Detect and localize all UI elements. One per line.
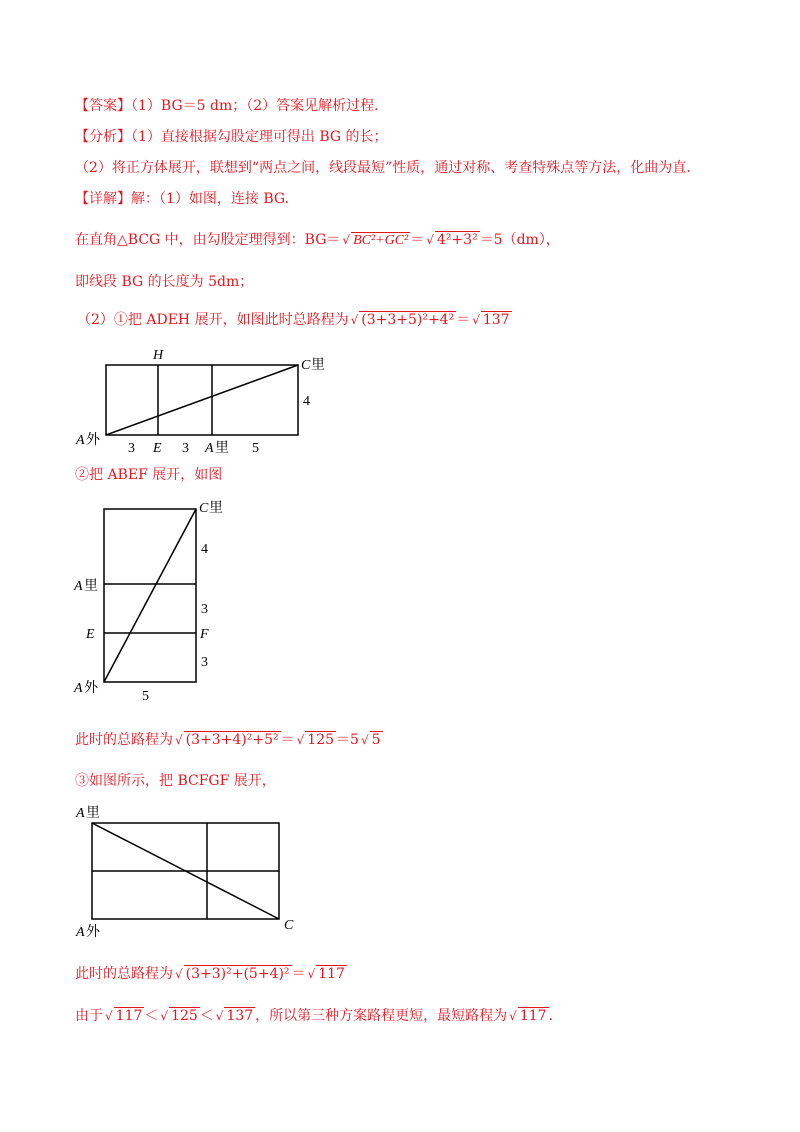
final-root-4: 117 (519, 1008, 547, 1024)
figure-2-net-abef (60, 495, 260, 714)
case3-result-line (75, 964, 347, 984)
figure-3-svg (60, 800, 320, 945)
figure-1-dim-3a: 3 (128, 441, 135, 456)
detail-text: 解：（1）如图，连接 BG. (131, 191, 290, 207)
final-root-1: 117 (115, 1008, 143, 1024)
case2-result-line (75, 730, 383, 750)
figure-2-label-a: A (74, 579, 83, 594)
figure-1-dim-4: 4 (303, 394, 310, 409)
final-root-3: 137 (226, 1008, 254, 1024)
radical-sign: √ (296, 733, 305, 747)
figure-2-path-line (104, 509, 196, 682)
figure-2-label-c: C (199, 501, 209, 516)
figure-2-label-e: E (86, 627, 95, 642)
radical-sign: √ (160, 1009, 169, 1023)
figure-1-label-h: H (153, 348, 164, 363)
figure-1-dim-3b: 3 (182, 441, 189, 456)
figure-3-label-a: A (76, 806, 85, 821)
figure-2-dim-3a: 3 (201, 602, 208, 617)
answer-text: （1）BG＝5 dm；（2）答案见解析过程. (131, 98, 379, 114)
case2-result-eq-1: ＝ (280, 732, 295, 748)
radical-sign: √ (509, 1009, 517, 1023)
figure-1-label-e: E (153, 441, 162, 456)
radical-sign: √ (215, 1009, 224, 1023)
radical-sign: √ (307, 967, 316, 981)
figure-2-label-f: F (200, 627, 209, 642)
case3-text: ③如图所示，把 BCFGF 展开， (75, 773, 276, 789)
case2-result-root-2: 125 (307, 732, 335, 748)
final-mid: ，所以第三种方案路程更短，最短路程为 (255, 1008, 508, 1024)
answer-tag: 【答案】 (75, 98, 131, 114)
analysis-text-1: （1）直接根据勾股定理可得出 BG 的长； (131, 129, 388, 145)
radical-sign: √ (426, 233, 434, 247)
figure-2-label-aout-suffix: 外 (84, 681, 98, 696)
conclusion-line (75, 272, 253, 292)
final-end: . (548, 1008, 554, 1024)
analysis-line-2 (75, 158, 691, 178)
case1-prefix: （2）①把 ADEH 展开，如图此时总路程为 (77, 312, 349, 328)
conclusion-text: 即线段 BG 的长度为 5dm； (75, 274, 254, 290)
figure-1-dim-5: 5 (252, 441, 259, 456)
figure-2-dim-3b: 3 (201, 655, 208, 670)
figure-2-dim-4: 4 (201, 542, 208, 557)
figure-1-svg (60, 340, 360, 460)
case3-line (75, 771, 276, 791)
case1-line (77, 310, 512, 330)
figure-2-label-aout: A (74, 681, 83, 696)
case2-result-root-3: 5 (371, 732, 381, 748)
detail-line (75, 189, 289, 209)
figure-1-label-c-suffix: 里 (311, 358, 325, 373)
figure-2-dim-5: 5 (142, 689, 149, 704)
figure-3-label-a-suffix: 里 (86, 806, 100, 821)
figure-2-svg (60, 495, 260, 710)
detail-tag: 【详解】 (75, 191, 131, 207)
case1-root-2: 137 (482, 312, 510, 328)
radical-sign: √ (175, 967, 183, 981)
pythagoras-root-2: 4²+3² (436, 232, 478, 248)
figure-2-label-c-suffix: 里 (209, 501, 223, 516)
figure-1-label-a2-suffix: 里 (215, 441, 229, 456)
case2-result-prefix: 此时的总路程为 (75, 732, 173, 748)
radical-sign: √ (472, 313, 480, 327)
case1-eq: ＝ (456, 312, 471, 328)
case1-root-1: (3+3+5)²+4² (361, 312, 455, 328)
pythagoras-root-1: BC²+GC² (353, 233, 409, 248)
figure-1-net-adeh (60, 340, 360, 464)
radical-sign: √ (175, 733, 183, 747)
radical-sign: √ (342, 233, 351, 247)
pythagoras-result: ＝5（dm）， (479, 232, 560, 248)
case3-result-root-2: 117 (318, 966, 345, 982)
figure-1-label-a: A (76, 433, 85, 448)
case3-result-eq: ＝ (291, 966, 306, 982)
figure-3-label-c: C (284, 918, 294, 933)
pythagoras-line (75, 230, 560, 250)
answer-line (75, 96, 379, 116)
analysis-tag: 【分析】 (75, 129, 131, 145)
case3-result-prefix: 此时的总路程为 (75, 966, 173, 982)
figure-3-net-bcfgf (60, 800, 320, 949)
radical-sign: √ (360, 733, 369, 747)
figure-1-path-line (106, 365, 298, 435)
radical-sign: √ (105, 1009, 113, 1023)
pythagoras-prefix: 在直角△BCG 中，由勾股定理得到：BG＝ (75, 232, 341, 248)
case2-result-root-1: (3+3+4)²+5² (185, 732, 279, 748)
final-lt-2: ＜ (199, 1008, 214, 1024)
final-line (75, 1006, 553, 1026)
final-prefix: 由于 (75, 1008, 103, 1024)
pythagoras-eq: ＝ (410, 232, 425, 248)
analysis-text-2: （2）将正方体展开，联想到“两点之间，线段最短”性质，通过对称、考查特殊点等方法，化曲为直. (75, 160, 691, 176)
figure-3-label-aout: A (76, 925, 85, 940)
figure-1-label-a-suffix: 外 (86, 433, 100, 448)
case2-result-eq-2: ＝5 (336, 732, 359, 748)
final-lt-1: ＜ (144, 1008, 159, 1024)
figure-1-label-a2: A (205, 441, 214, 456)
case2-text: ②把 ABEF 展开，如图 (75, 467, 223, 483)
figure-3-label-aout-suffix: 外 (86, 925, 100, 940)
case2-line (75, 465, 222, 485)
figure-1-label-c: C (301, 358, 311, 373)
radical-sign: √ (350, 313, 359, 327)
final-root-2: 125 (171, 1008, 198, 1024)
figure-2-label-a-suffix: 里 (84, 579, 98, 594)
case3-result-root-1: (3+3)²+(5+4)² (185, 966, 290, 982)
analysis-line-1 (75, 127, 388, 147)
